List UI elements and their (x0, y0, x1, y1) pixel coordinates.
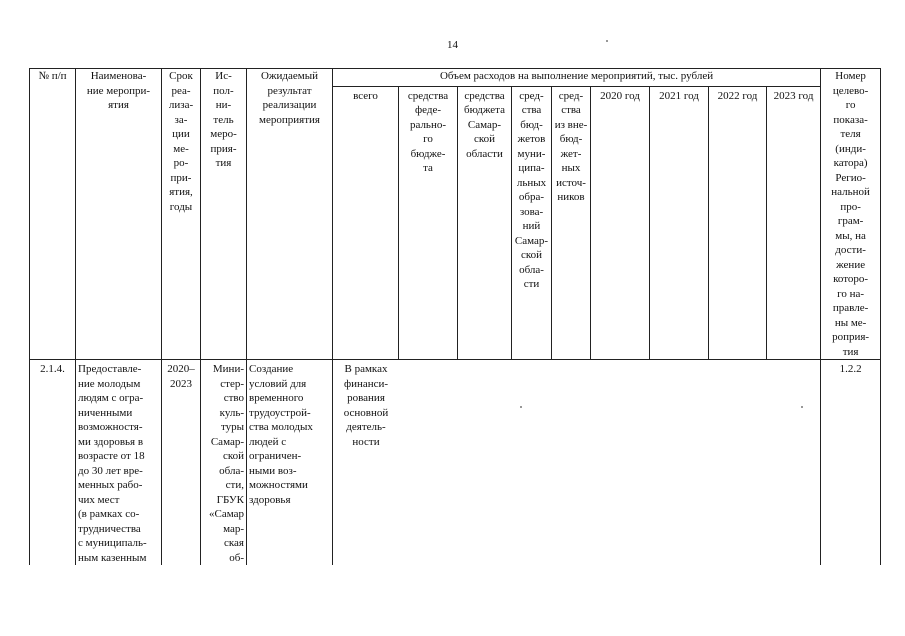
scan-speck (520, 406, 522, 408)
header-indicator: Номер целево- го показа- теля (инди- катора) Регио- нальной про- грам- мы, на дости- жение которо- го на- правле- ны ме- роприя- тия (821, 69, 881, 360)
header-2021: 2021 год (650, 86, 709, 359)
row-name: Предоставле- ние молодым людям с огра- ниченными возможностя- ми здоровья в возрасте от 18 до 30 лет вре- менных рабо- чих мест (в рамках со- трудничества с муниципаль- ным казенным (76, 360, 162, 566)
scan-speck (801, 406, 803, 408)
row-executor: Мини- стер- ство куль- туры Самар- ской обла- сти, ГБУК «Самар мар- ская об- (201, 360, 247, 566)
row-total-text: В рамках финанси- рования основной деятель- ности (343, 363, 389, 448)
row-result: Создание условий для временного трудоустрой- ства молодых людей с ограничен- ными воз- можностями здоровья (247, 360, 333, 566)
scan-speck (606, 40, 608, 42)
row-num: 2.1.4. (30, 360, 76, 566)
header-regional: средства бюджета Самар- ской области (458, 86, 512, 359)
header-term: Срок реа- лиза- за- ции ме- ро- при- ятия, годы (162, 69, 201, 360)
header-offbudget: сред- ства из вне- бюд- жет- ных источ- ников (552, 86, 591, 359)
header-2023: 2023 год (767, 86, 821, 359)
expenses-table (29, 68, 881, 565)
header-result: Ожидаемый результат реализации мероприятия (247, 69, 333, 360)
header-total: всего (333, 86, 399, 359)
table-header-row (30, 69, 881, 87)
row-indicator: 1.2.2 (821, 360, 881, 566)
header-name: Наименова- ние меропри- ятия (76, 69, 162, 360)
page-number: 14 (447, 39, 458, 51)
header-federal: средства феде- рально- го бюдже- та (399, 86, 458, 359)
header-expenses: Объем расходов на выполнение мероприятий, тыс. рублей (333, 69, 821, 87)
header-2022: 2022 год (709, 86, 767, 359)
row-total (333, 360, 821, 566)
header-num: № п/п (30, 69, 76, 360)
table-row (30, 360, 881, 566)
header-2020: 2020 год (591, 86, 650, 359)
header-executor: Ис- пол- ни- тель меро- прия- тия (201, 69, 247, 360)
row-term: 2020– 2023 (162, 360, 201, 566)
header-municipal: сред- ства бюд- жетов муни- ципа- льных обра- зова- ний Самар- ской обла- сти (512, 86, 552, 359)
